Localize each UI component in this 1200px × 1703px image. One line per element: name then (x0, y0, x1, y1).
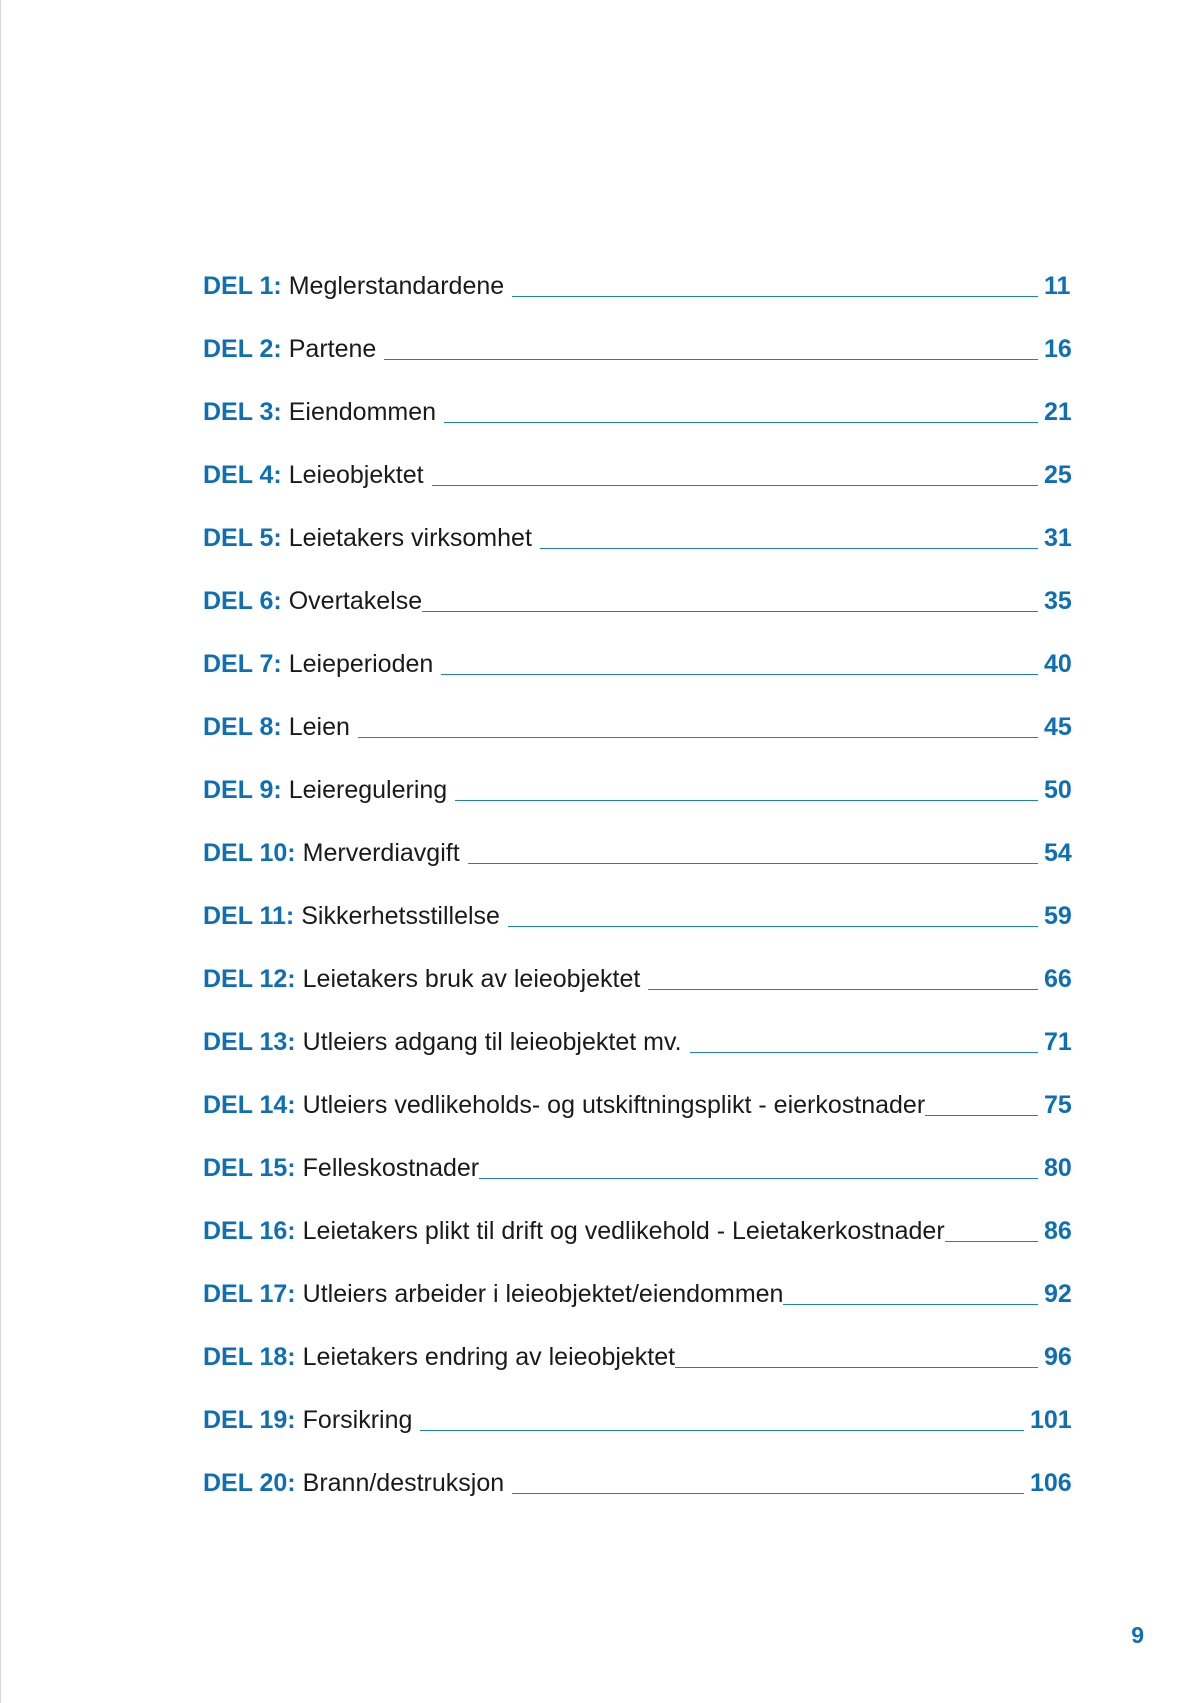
page-number: 9 (1131, 1622, 1144, 1648)
toc-leader-line (479, 1178, 1038, 1179)
toc-entry-title: Meglerstandardene (288, 272, 505, 300)
toc-entry-del-11[interactable] (203, 870, 1076, 933)
toc-entry-del-7[interactable] (203, 618, 1076, 681)
toc-leader-line (444, 422, 1038, 423)
toc-entry-title: Utleiers adgang til leieobjektet mv. (302, 1028, 682, 1056)
toc-entry-del-9[interactable] (203, 744, 1076, 807)
toc-entry-label: DEL 6: (203, 587, 282, 615)
toc-entry-label: DEL 10: (203, 839, 296, 867)
toc-entry-del-13[interactable] (203, 996, 1076, 1059)
toc-entry-page: 80 (1044, 1154, 1072, 1182)
toc-entry-del-16[interactable] (203, 1185, 1076, 1248)
toc-entry-title: Leieperioden (288, 650, 434, 678)
toc-entry-title: Leietakers virksomhet (288, 524, 532, 552)
toc-entry-page: 35 (1044, 587, 1072, 615)
toc-entry-title: Leietakers endring av leieobjektet (302, 1343, 676, 1371)
toc-entry-del-5[interactable] (203, 492, 1076, 555)
toc-entry-page: 66 (1044, 965, 1072, 993)
toc-entry-label: DEL 20: (203, 1469, 296, 1497)
toc-entry-del-18[interactable] (203, 1311, 1076, 1374)
toc-leader-line (512, 296, 1038, 297)
toc-leader-line (512, 1493, 1024, 1494)
toc-leader-line (945, 1241, 1038, 1242)
toc-leader-line (358, 737, 1038, 738)
toc-entry-label: DEL 15: (203, 1154, 296, 1182)
toc-entry-label: DEL 16: (203, 1217, 296, 1245)
toc-entry-page: 92 (1044, 1280, 1072, 1308)
toc-entry-page: 16 (1044, 335, 1072, 363)
toc-leader-line (783, 1304, 1038, 1305)
toc-entry-page: 31 (1044, 524, 1072, 552)
toc-entry-del-2[interactable] (203, 303, 1076, 366)
toc-entry-page: 50 (1044, 776, 1072, 804)
toc-entry-label: DEL 1: (203, 272, 282, 300)
toc-entry-title: Leien (288, 713, 350, 741)
toc-leader-line (508, 926, 1038, 927)
toc-entry-title: Forsikring (302, 1406, 413, 1434)
toc-entry-label: DEL 11: (203, 902, 295, 930)
toc-entry-title: Leieobjektet (288, 461, 424, 489)
toc-entry-label: DEL 17: (203, 1280, 296, 1308)
toc-entry-label: DEL 8: (203, 713, 282, 741)
toc-entry-del-12[interactable] (203, 933, 1076, 996)
toc-entry-title: Felleskostnader (302, 1154, 480, 1182)
toc-entry-del-20[interactable] (203, 1437, 1076, 1500)
toc-entry-label: DEL 3: (203, 398, 282, 426)
toc-entry-page: 21 (1044, 398, 1072, 426)
toc-entry-page: 101 (1030, 1406, 1072, 1434)
toc-leader-line (455, 800, 1038, 801)
toc-leader-line (540, 548, 1038, 549)
toc-entry-del-17[interactable] (203, 1248, 1076, 1311)
toc-entry-title: Leieregulering (288, 776, 448, 804)
toc-entry-page: 45 (1044, 713, 1072, 741)
toc-leader-line (384, 359, 1038, 360)
toc-entry-label: DEL 5: (203, 524, 282, 552)
toc-leader-line (690, 1052, 1038, 1053)
toc-entry-label: DEL 2: (203, 335, 282, 363)
toc-entry-title: Utleiers vedlikeholds- og utskiftningsplikt - eierkostnader (302, 1091, 926, 1119)
toc-entry-del-6[interactable] (203, 555, 1076, 618)
toc-entry-label: DEL 12: (203, 965, 296, 993)
toc-entry-title: Partene (288, 335, 377, 363)
toc-entry-title: Leietakers bruk av leieobjektet (302, 965, 641, 993)
toc-entry-page: 40 (1044, 650, 1072, 678)
toc-leader-line (675, 1367, 1038, 1368)
toc-entry-title: Utleiers arbeider i leieobjektet/eiendommen (302, 1280, 784, 1308)
toc-entry-del-19[interactable] (203, 1374, 1076, 1437)
toc-entry-title: Eiendommen (288, 398, 437, 426)
toc-leader-line (432, 485, 1038, 486)
toc-entry-page: 25 (1044, 461, 1072, 489)
toc-entry-label: DEL 14: (203, 1091, 296, 1119)
toc-entry-del-15[interactable] (203, 1122, 1076, 1185)
toc-entry-title: Overtakelse (288, 587, 423, 615)
toc-leader-line (422, 611, 1038, 612)
toc-entry-del-14[interactable] (203, 1059, 1076, 1122)
toc-leader-line (648, 989, 1038, 990)
toc-entry-title: Brann/destruksjon (302, 1469, 505, 1497)
toc-entry-del-3[interactable] (203, 366, 1076, 429)
toc-leader-line (925, 1115, 1038, 1116)
toc-entry-page: 11 (1044, 272, 1071, 300)
toc-entry-label: DEL 7: (203, 650, 282, 678)
toc-leader-line (441, 674, 1038, 675)
toc-entry-page: 54 (1044, 839, 1072, 867)
toc-entry-page: 71 (1044, 1028, 1072, 1056)
toc-entry-del-4[interactable] (203, 429, 1076, 492)
toc-entry-page: 75 (1044, 1091, 1072, 1119)
toc-entry-del-1[interactable] (203, 240, 1076, 303)
toc-entry-page: 59 (1044, 902, 1072, 930)
toc-entry-title: Leietakers plikt til drift og vedlikehold - Leietakerkostnader (302, 1217, 945, 1245)
toc-entry-title: Merverdiavgift (302, 839, 460, 867)
toc-entry-page: 86 (1044, 1217, 1072, 1245)
toc-entry-del-8[interactable] (203, 681, 1076, 744)
table-of-contents (203, 240, 1076, 1500)
toc-entry-label: DEL 19: (203, 1406, 296, 1434)
page-edge (0, 0, 1, 1703)
toc-entry-label: DEL 4: (203, 461, 282, 489)
toc-entry-del-10[interactable] (203, 807, 1076, 870)
toc-entry-label: DEL 18: (203, 1343, 296, 1371)
toc-leader-line (468, 863, 1038, 864)
toc-entry-page: 106 (1030, 1469, 1072, 1497)
toc-entry-label: DEL 13: (203, 1028, 296, 1056)
toc-entry-label: DEL 9: (203, 776, 282, 804)
toc-entry-title: Sikkerhetsstillelse (301, 902, 500, 930)
toc-entry-page: 96 (1044, 1343, 1072, 1371)
toc-leader-line (420, 1430, 1024, 1431)
